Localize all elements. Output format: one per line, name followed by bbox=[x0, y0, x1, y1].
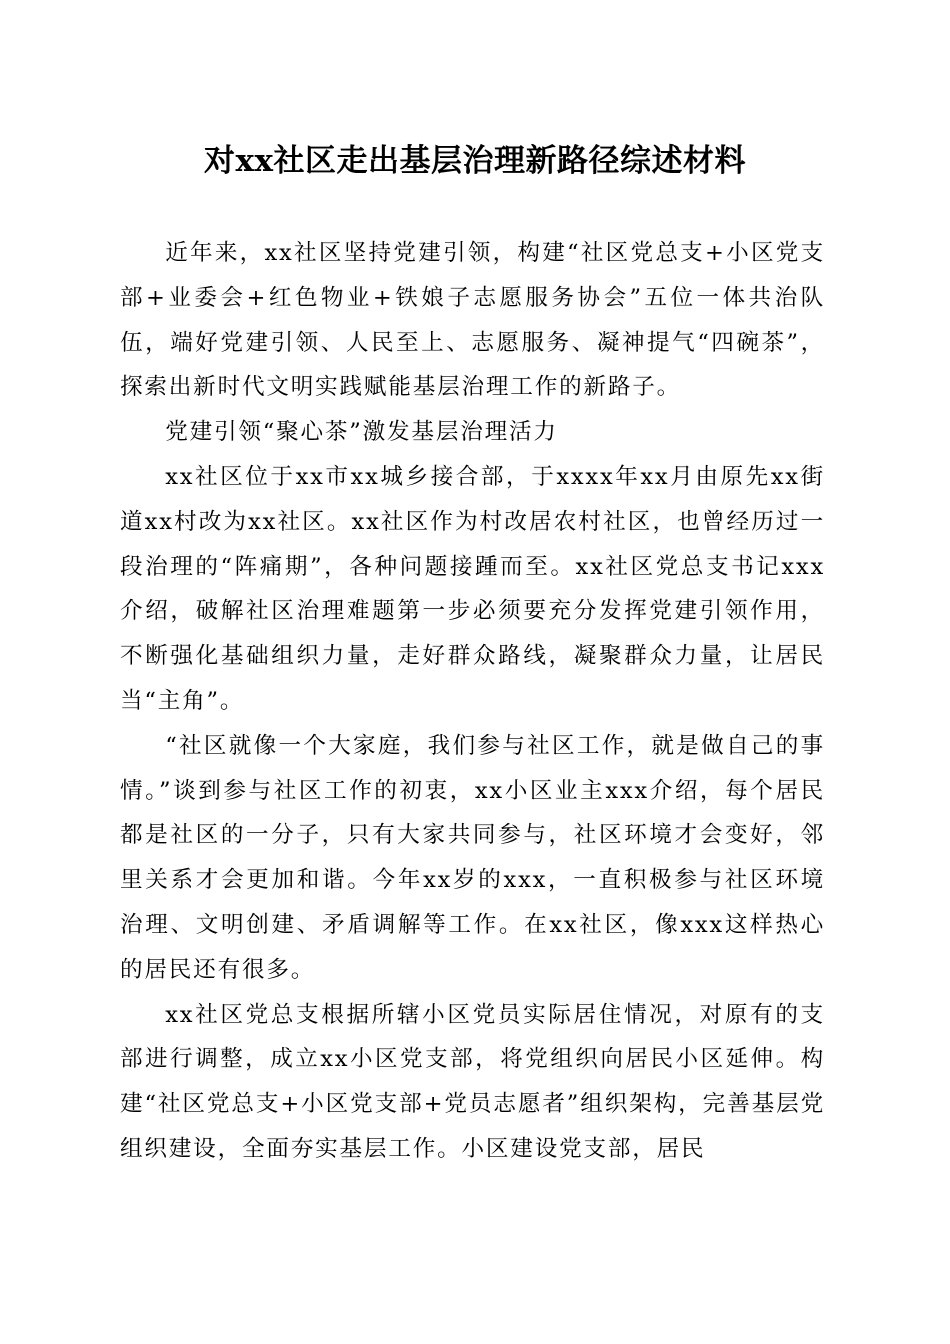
document-body bbox=[120, 231, 825, 1172]
section-heading: 党建引领“聚心茶”激发基层治理活力 bbox=[165, 419, 558, 446]
paragraph-resident-quote: “社区就像一个大家庭，我们参与社区工作，就是做自己的事情。”谈到参与社区工作的初衷，xx小区业主xxx介绍，每个居民都是社区的一分子，只有大家共同参与，社区环境才会变好，邻里关系才会更加和谐。今年xx岁的xxx，一直积极参与社区环境治理、文明创建、矛盾调解等工作。在xx社区，像xxx这样热心的居民还有很多。 bbox=[120, 732, 825, 983]
document-title: 对xx社区走出基层治理新路径综述材料 bbox=[204, 143, 746, 179]
paragraph-background: xx社区位于xx市xx城乡接合部，于xxxx年xx月由原先xx街道xx村改为xx社区。xx社区作为村改居农村社区，也曾经历过一段治理的“阵痛期”，各种问题接踵而至。xx社区党总支书记xxx介绍，破解社区治理难题第一步必须要充分发挥党建引领作用，不断强化基础组织力量，走好群众路线，凝聚群众力量，让居民当“主角”。 bbox=[120, 463, 825, 714]
paragraph-party-branch: xx社区党总支根据所辖小区党员实际居住情况，对原有的支部进行调整，成立xx小区党支部，将党组织向居民小区延伸。构建“社区党总支+小区党支部+党员志愿者”组织架构，完善基层党组织建设，全面夯实基层工作。小区建设党支部，居民 bbox=[120, 1001, 825, 1162]
paragraph-intro: 近年来，xx社区坚持党建引领，构建“社区党总支+小区党支部+业委会+红色物业+铁娘子志愿服务协会”五位一体共治队伍，端好党建引领、人民至上、志愿服务、凝神提气“四碗茶”，探索出新时代文明实践赋能基层治理工作的新路子。 bbox=[120, 240, 825, 401]
